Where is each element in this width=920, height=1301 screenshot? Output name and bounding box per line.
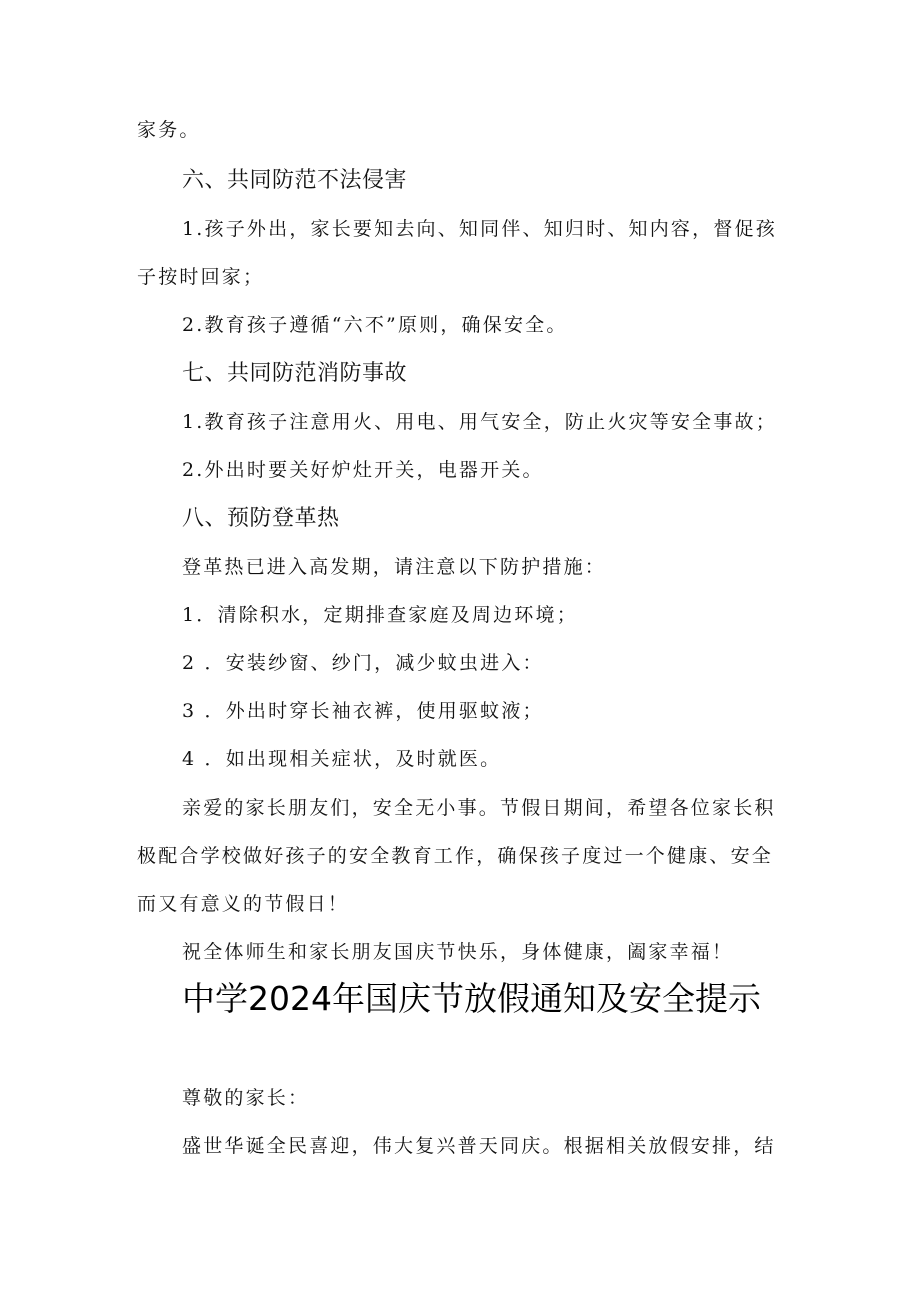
- section-7-line-2: 2.外出时要关好炉灶开关，电器开关。: [182, 459, 544, 481]
- notice-title: 中学2024年国庆节放假通知及安全提示: [182, 979, 761, 1018]
- section-7-line-1: 1.教育孩子注意用火、用电、用气安全，防止火灾等安全事故；: [182, 411, 777, 433]
- section-8-item-3: 3 ．外出时穿长袖衣裤，使用驱蚊液；: [182, 700, 544, 722]
- body-line-1: 盛世华诞全民喜迎，伟大复兴普天同庆。根据相关放假安排，结: [182, 1135, 776, 1157]
- section-8-item-2: 2 ．安装纱窗、纱门，减少蚊虫进入：: [182, 652, 544, 674]
- section-6-line-1: 1.孩子外出，家长要知去向、知同伴、知归时、知内容，督促孩: [182, 218, 777, 240]
- closing-line-1: 亲爱的家长朋友们，安全无小事。节假日期间，希望各位家长积: [182, 797, 776, 819]
- section-6-line-2: 子按时回家；: [137, 266, 265, 288]
- closing-line-3: 而又有意义的节假日！: [137, 893, 350, 915]
- section-6-line-3: 2.教育孩子遵循“六不”原则，确保安全。: [182, 314, 568, 336]
- continued-text-line: 家务。: [137, 119, 201, 141]
- section-8-intro: 登革热已进入高发期，请注意以下防护措施：: [182, 556, 607, 578]
- closing-greeting: 祝全体师生和家长朋友国庆节快乐，身体健康，阖家幸福！: [182, 941, 734, 963]
- section-heading-6: 六、共同防范不法侵害: [182, 168, 408, 193]
- section-8-item-4: 4 ．如出现相关症状，及时就医。: [182, 748, 502, 770]
- section-heading-8: 八、预防登革热: [182, 506, 340, 531]
- salutation: 尊敬的家长：: [182, 1087, 310, 1109]
- closing-line-2: 极配合学校做好孩子的安全教育工作，确保孩子度过一个健康、安全: [137, 845, 774, 867]
- section-8-item-1: 1．清除积水，定期排查家庭及周边环境；: [182, 604, 578, 626]
- section-heading-7: 七、共同防范消防事故: [182, 361, 408, 386]
